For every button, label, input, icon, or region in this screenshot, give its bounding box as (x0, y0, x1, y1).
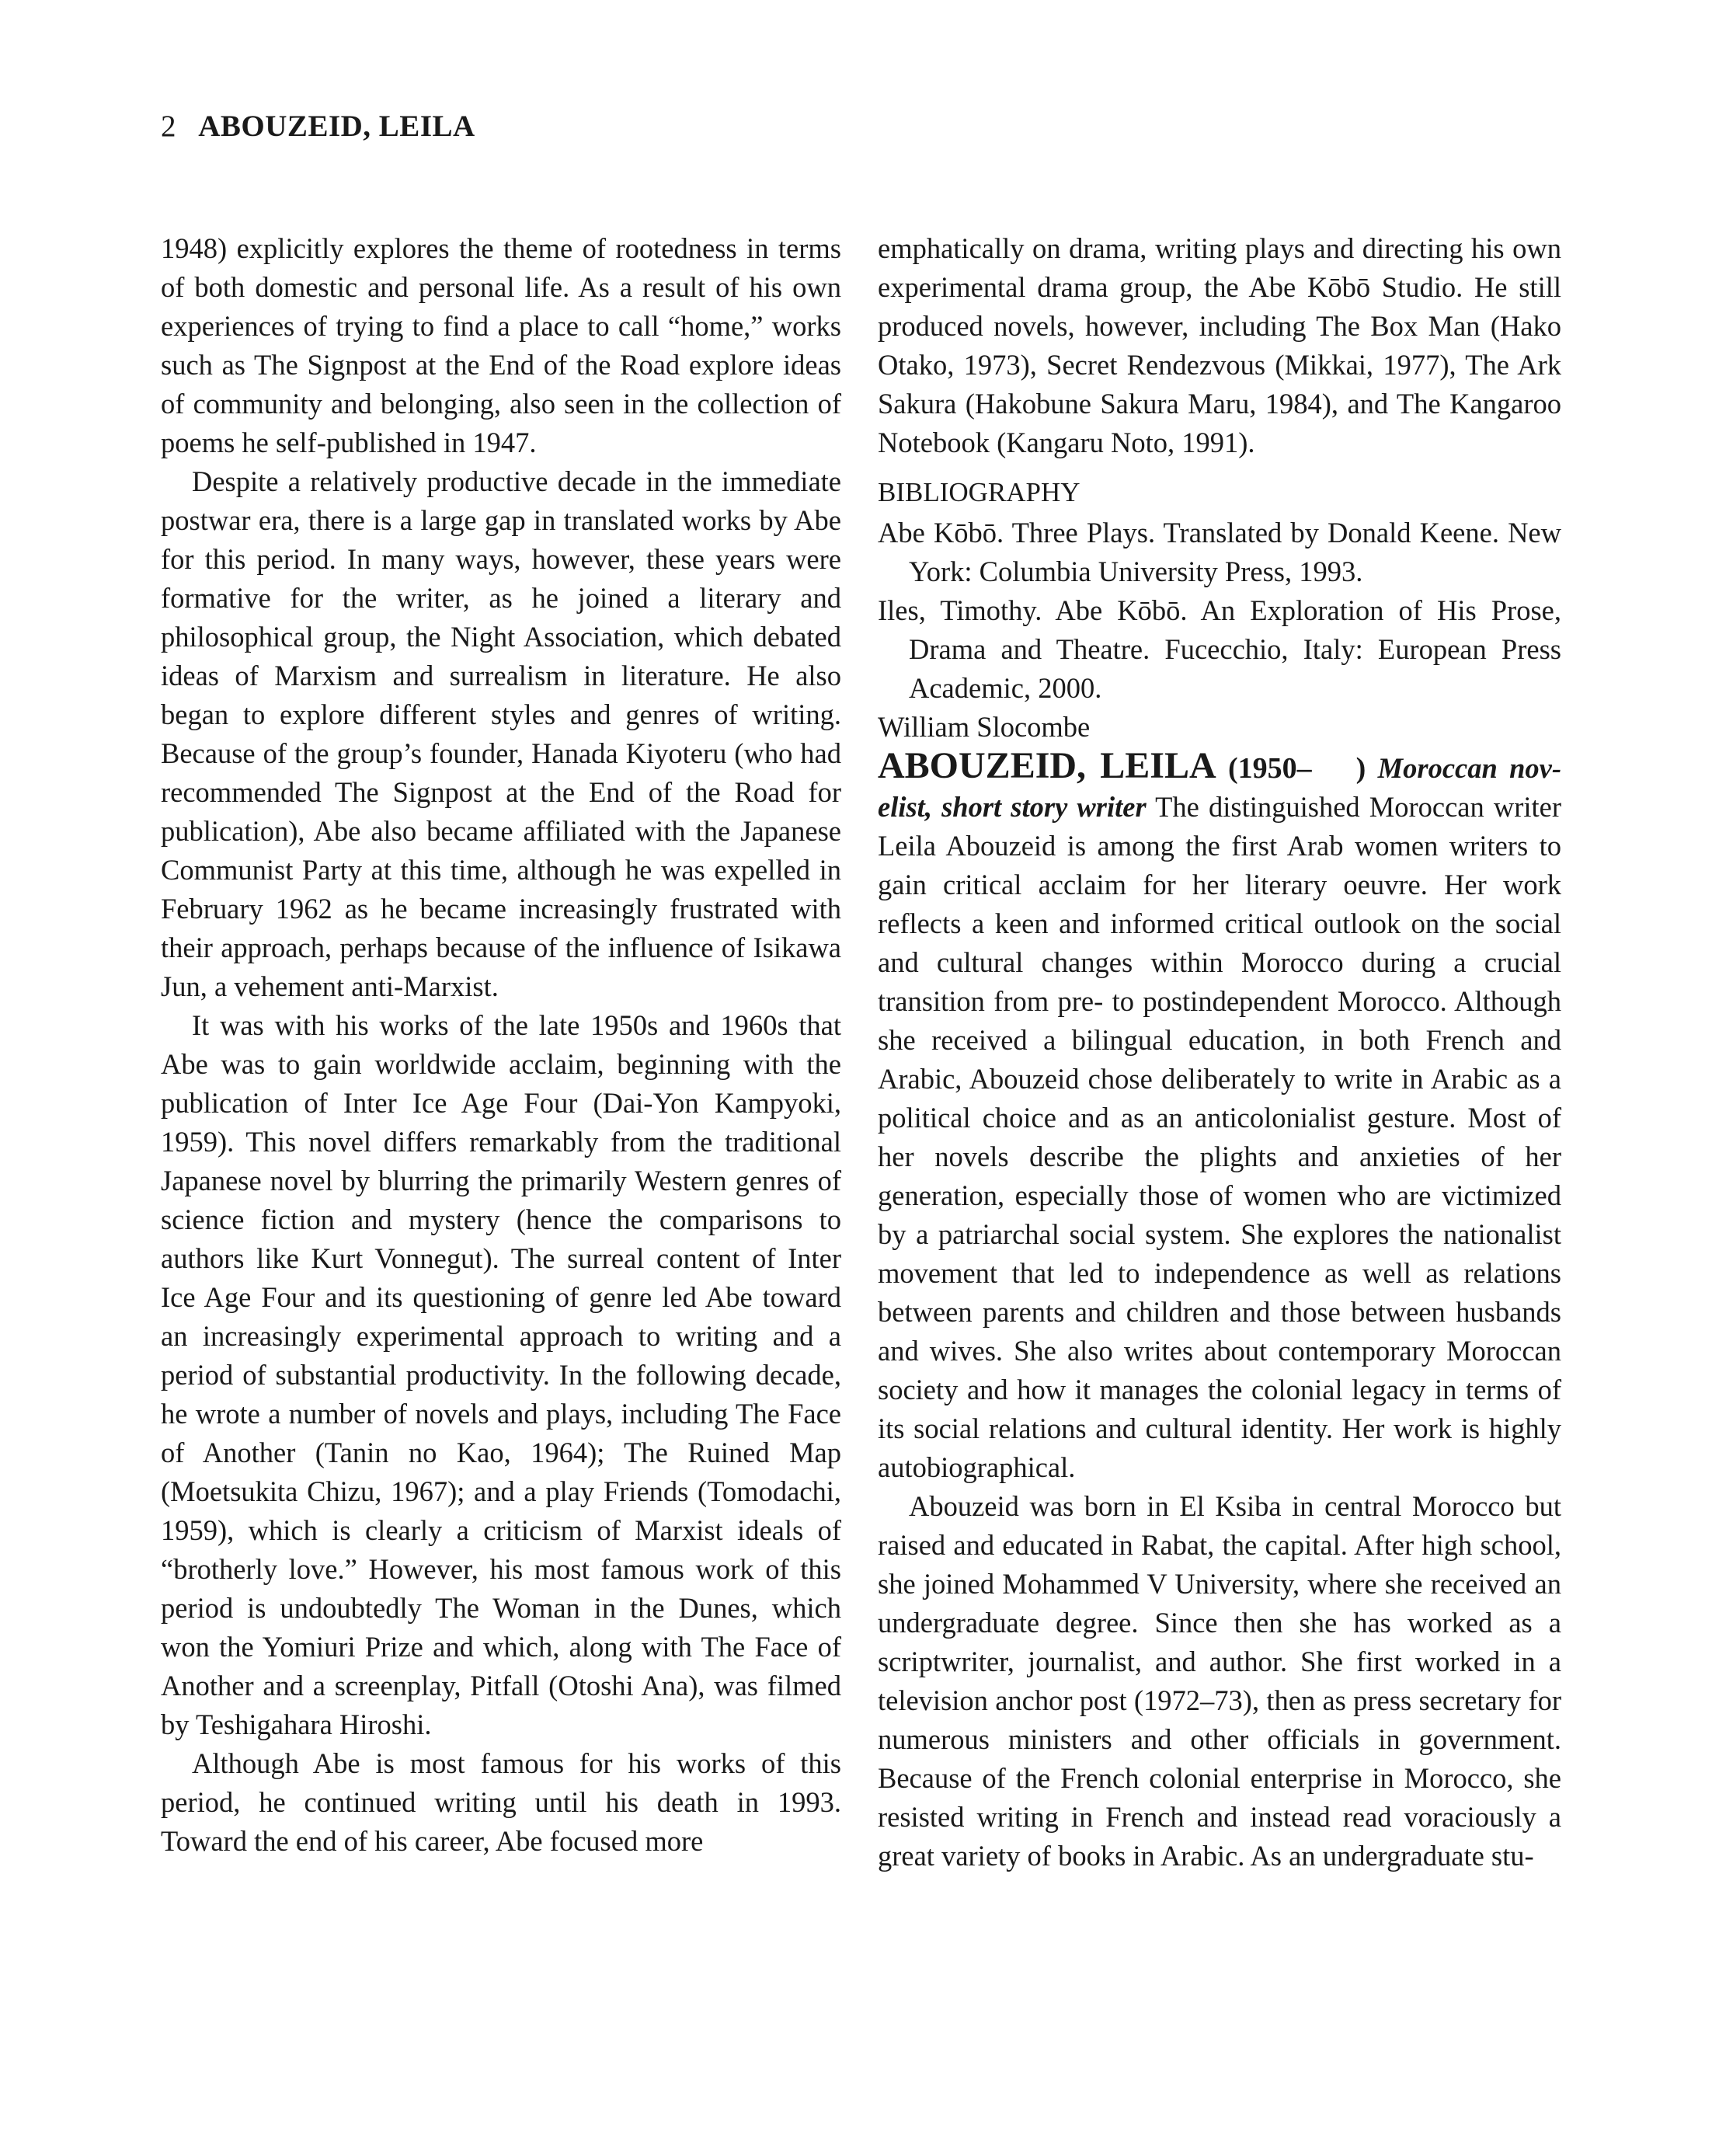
entry-descriptor: Moroccan novelist, short story writer (878, 752, 1562, 823)
paragraph: Despite a relatively productive decade in the immediate postwar era, there is a large gap in translated works by Abe for this period. In many ways, however, these years were formative for the writer, as he joined a literary and philosophical group, the Night Association, which debated ideas of Marxism and surrealism in literature. He also began to explore different styles and genres of writing. Because of the group’s founder, Hanada Kiyoteru (who had recommended The Signpost at the End of the Road for publication), Abe also became affiliated with the Japanese Communist Party at this time, although he was expelled in February 1962 as he became increasingly frustrated with their approach, perhaps because of the influence of Isikawa Jun, a vehement anti-Marxist. (161, 465, 841, 1002)
entry-text: The distinguished Moroccan writer Leila Abouzeid is among the first Arab women writers to gain critical acclaim for her literary oeuvre. Her work reflects a keen and informed critical outlook on the social and cultural changes within Morocco during a crucial transition from pre- to postindependent Morocco. Although she received a bilingual education, in both French and Arabic, Abouzeid chose deliberately to write in Arabic as a political choice and as an anticolonialist gesture. Most of her novels describe the plights and anxieties of her generation, especially those of women who are victimized by a patriarchal social system. She explores the nationalist movement that led to independence as well as relations between parents and children and those between husbands and wives. She also writes about contemporary Moroccan society and how it manages the colonial legacy in terms of its social relations and cultural identity. Her work is highly autobiographical. (878, 791, 1562, 1483)
entry-dates: (1950– ) (1228, 752, 1366, 785)
running-head-title: ABOUZEID, LEILA (198, 110, 475, 143)
author-signature: William Slocombe (878, 711, 1091, 743)
paragraph: It was with his works of the late 1950s and 1960s that Abe was to gain worldwide acclaim, beginning with the publication of Inter Ice Age Four (Dai-Yon Kampyoki, 1959). This novel differs remarkably from the traditional Japanese novel by blurring the primarily Western genres of science fiction and mystery (hence the comparisons to authors like Kurt Vonnegut). The surreal content of Inter Ice Age Four and its questioning of genre led Abe toward an increasingly experimental approach to writing and a period of substantial productivity. In the following decade, he wrote a number of novels and plays, including The Face of Another (Tanin no Kao, 1964); The Ruined Map (Moetsukita Chizu, 1967); and a play Friends (Tomodachi, 1959), which is clearly a criticism of Marxist ideals of “brotherly love.” However, his most famous work of this period is undoubtedly The Woman in the Dunes, which won the Yomiuri Prize and which, along with The Face of Another and a screenplay, Pitfall (Otoshi Ana), was filmed by Teshigahara Hiroshi. (161, 1009, 841, 1740)
page-number: 2 (161, 110, 176, 143)
right-column (878, 229, 1561, 1876)
bibliography-entry: Abe Kōbō. Three Plays. Translated by Donald Keene. New York: Columbia University Press, 1993. (878, 517, 1561, 587)
entry-first-paragraph (878, 747, 1561, 1487)
left-column (161, 229, 841, 1861)
bibliography-entry: Iles, Timothy. Abe Kōbō. An Exploration of His Prose, Drama and Theatre. Fucecchio, Italy: European Press Academic, 2000. (878, 594, 1561, 704)
paragraph: 1948) explicitly explores the theme of rootedness in terms of both domestic and personal life. As a result of his own experiences of trying to find a place to call “home,” works such as The Signpost at the End of the Road explore ideas of community and belonging, also seen in the collection of poems he self-published in 1947. (161, 232, 841, 458)
paragraph: emphatically on drama, writing plays and directing his own experimental drama group, the Abe Kōbō Studio. He still produced novels, however, including The Box Man (Hako Otako, 1973), Secret Rendezvous (Mikkai, 1977), The Ark Sakura (Hakobune Sakura Maru, 1984), and The Kangaroo Notebook (Kangaru Noto, 1991). (878, 232, 1561, 458)
bibliography-heading: BIBLIOGRAPHY (878, 477, 1080, 507)
running-head (161, 109, 475, 144)
paragraph: Abouzeid was born in El Ksiba in central Morocco but raised and educated in Rabat, the capital. After high school, she joined Mohammed V University, where she received an undergraduate degree. Since then she has worked as a scriptwriter, journalist, and author. She first worked in a television anchor post (1972–73), then as press secretary for numerous ministers and other officials in government. Because of the French colonial enterprise in Morocco, she resisted writing in French and instead read voraciously a great variety of books in Arabic. As an undergraduate stu- (878, 1490, 1561, 1872)
entry-headword: ABOUZEID, LEILA (878, 745, 1216, 786)
paragraph: Although Abe is most famous for his works of this period, he continued writing until his death in 1993. Toward the end of his career, Abe focused more (161, 1747, 841, 1857)
